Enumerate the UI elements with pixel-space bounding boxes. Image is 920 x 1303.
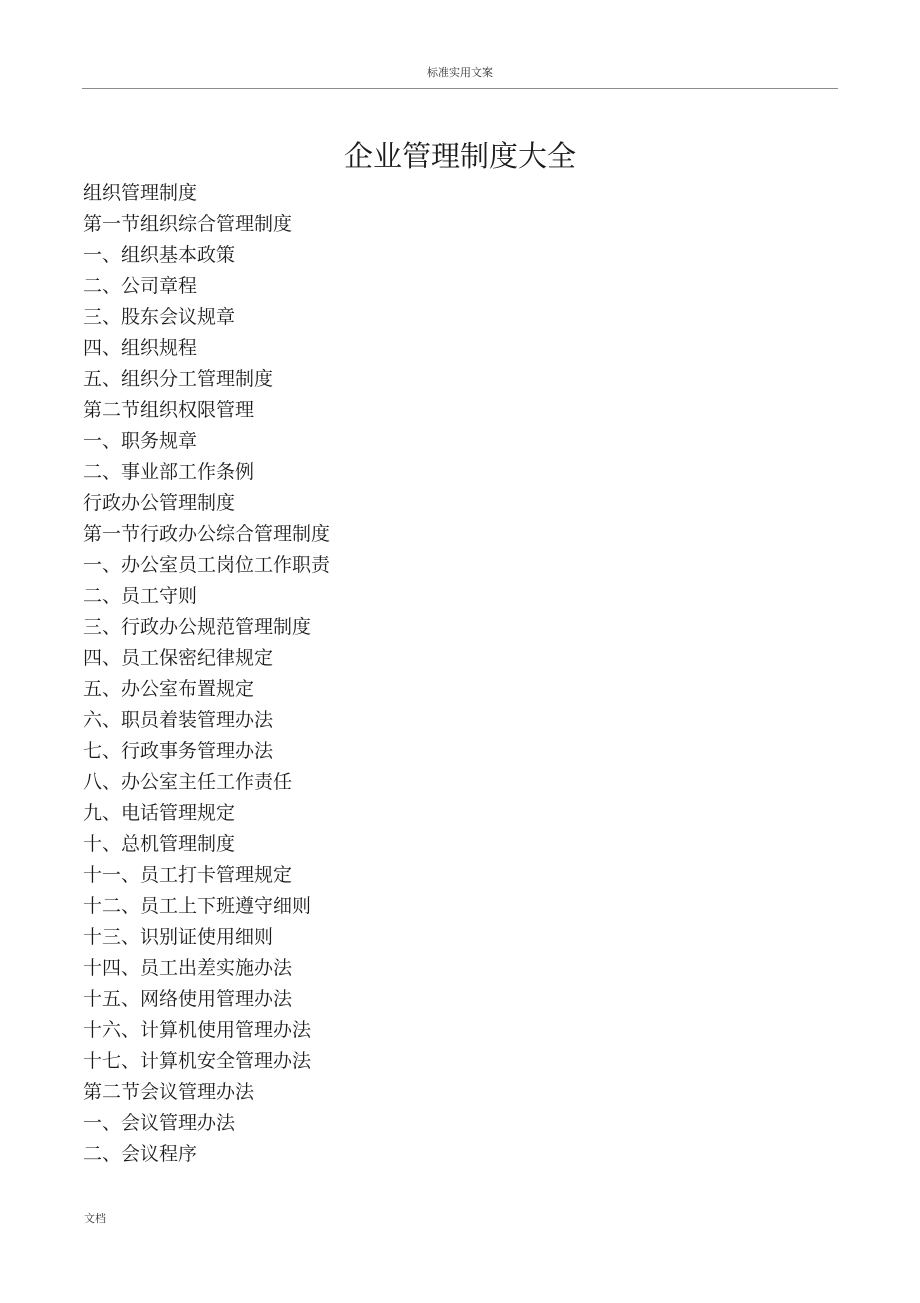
toc-item: 第一节行政办公综合管理制度 — [83, 523, 331, 545]
toc-item: 第二节组织权限管理 — [83, 399, 255, 421]
toc-item: 十三、识别证使用细则 — [83, 926, 274, 948]
toc-item: 一、职务规章 — [83, 430, 198, 452]
toc-item: 二、事业部工作条例 — [83, 461, 255, 483]
document-title: 企业管理制度大全 — [343, 139, 576, 173]
toc-item: 三、行政办公规范管理制度 — [83, 616, 312, 638]
toc-item: 一、办公室员工岗位工作职责 — [83, 554, 331, 576]
toc-item: 组织管理制度 — [83, 182, 198, 204]
toc-item: 二、员工守则 — [83, 585, 198, 607]
toc-item: 六、职员着装管理办法 — [83, 709, 274, 731]
toc-item: 十六、计算机使用管理办法 — [83, 1019, 312, 1041]
toc-item: 五、办公室布置规定 — [83, 678, 255, 700]
toc-item: 八、办公室主任工作责任 — [83, 771, 293, 793]
toc-item: 二、公司章程 — [83, 275, 198, 297]
toc-item: 一、会议管理办法 — [83, 1112, 236, 1134]
toc-item: 一、组织基本政策 — [83, 244, 236, 266]
toc-item: 四、员工保密纪律规定 — [83, 647, 274, 669]
page-header: 标准实用文案 — [427, 66, 493, 79]
page-footer: 文档 — [84, 1212, 106, 1225]
toc-item: 三、股东会议规章 — [83, 306, 236, 328]
header-divider — [82, 88, 838, 89]
toc-item: 十五、网络使用管理办法 — [83, 988, 293, 1010]
toc-item: 十二、员工上下班遵守细则 — [83, 895, 312, 917]
toc-item: 第一节组织综合管理制度 — [83, 213, 293, 235]
toc-item: 十一、员工打卡管理规定 — [83, 864, 293, 886]
toc-item: 十四、员工出差实施办法 — [83, 957, 293, 979]
toc-item: 二、会议程序 — [83, 1143, 198, 1165]
toc-item: 四、组织规程 — [83, 337, 198, 359]
toc-item: 十、总机管理制度 — [83, 833, 236, 855]
toc-item: 十七、计算机安全管理办法 — [83, 1050, 312, 1072]
toc-item: 行政办公管理制度 — [83, 492, 236, 514]
toc-item: 五、组织分工管理制度 — [83, 368, 274, 390]
toc-item: 第二节会议管理办法 — [83, 1081, 255, 1103]
table-of-contents — [83, 178, 330, 1170]
toc-item: 九、电话管理规定 — [83, 802, 236, 824]
toc-item: 七、行政事务管理办法 — [83, 740, 274, 762]
